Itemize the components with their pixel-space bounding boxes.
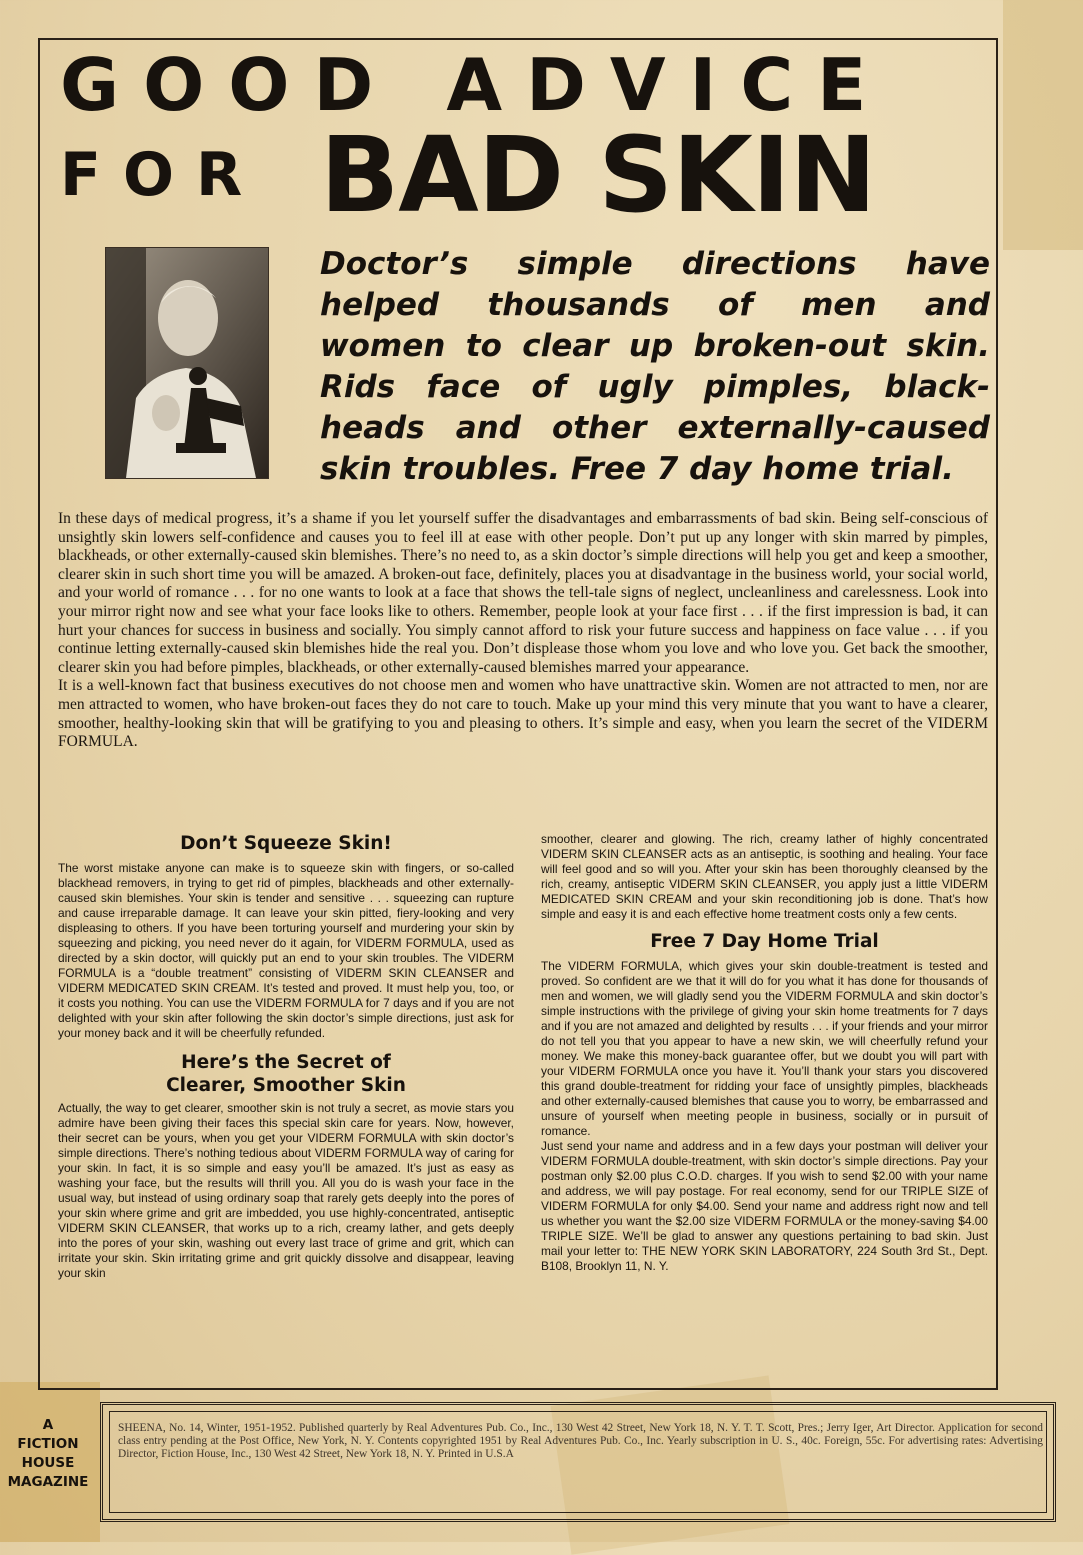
heading-free-trial: Free 7 Day Home Trial bbox=[650, 931, 879, 952]
intro-paragraph-1: In these days of medical progress, it’s a shame if you let yourself suffer the disadvantages and embarrassments of bad skin. Being self-conscious of unsightly skin lowers self-confidence and causes you to feel ill at ease with other people. Don’t put up any longer with skin marred by pimples, blackheads, or other externally-caused skin blemishes. There’s no need to, as a skin doctor’s simple directions will help you get and keep a smoother, clearer skin in such short time you will be amazed. A broken-out face, definitely, places you at disadvantage in the business world, your social world, and your world of romance . . . for no one wants to look at a face that shows the tell-tale signs of neglect, uncleanliness and carelessness. Look into your mirror right now and see what your face looks like to others. Remember, people look at your face first . . . if the first impression is bad, it can hurt your chances for success in business and socially. You simply cannot afford to risk your future success and happiness on face value . . . if you continue letting externally-caused skin blemishes hide the real you. Don’t displease those whom you love and who love you. Get back the smoother, clearer skin you had before pimples, blackheads, or other externally-caused blemishes marred your appearance. bbox=[58, 510, 988, 676]
subhead-line: helped thousands of men and bbox=[320, 287, 990, 323]
heading-dont-squeeze: Don’t Squeeze Skin! bbox=[180, 833, 392, 854]
heading-secret-line1: Here’s the Secret of bbox=[181, 1052, 391, 1073]
heading-secret bbox=[58, 1051, 514, 1097]
badge-line: A bbox=[42, 1417, 54, 1433]
subhead-line: women to clear up broken-out skin. bbox=[320, 328, 990, 364]
left-column bbox=[58, 832, 514, 1281]
right-body-1: smoother, clearer and glowing. The rich, creamy lather of highly concentrated VIDERM SKIN CLEANSER acts as an antiseptic, is soothing and healing. Your face will feel good and so will you. After your skin has been thoroughly cleansed by the rich, creamy, antiseptic VIDERM SKIN CLEANSER, you apply just a little VIDERM MEDICATED SKIN CREAM and your skin reconditioning job is done. That’s how simple and easy it is and each effective home treatment costs only a few cents. bbox=[541, 832, 988, 921]
right-body-2: The VIDERM FORMULA, which gives your skin double-treatment is tested and proved. So confident are we that it will do for you what it has done for thousands of men and women, we will gladly send you the VIDERM FORMULA and skin doctor’s simple instructions with the privilege of giving your skin home treatments for 7 days and if you are not amazed and delighted by results . . . if your friends and your mirror do not tell you that you appear to have a new skin, we will cheerfully refund your money. We make this money-back guarantee offer, but we doubt you will part with your VIDERM FORMULA once you have it. You’ll thank your stars you discovered this grand double-treatment for ridding your face of unsightly pimples, blackheads and other externally-caused blemishes that cause you to worry, be embarrassed and unsure of yourself when meeting people in business, socially or in pursuit of romance. bbox=[541, 959, 988, 1138]
subhead-line: heads and other externally-caused bbox=[320, 410, 990, 446]
right-body-3: Just send your name and address and in a few days your postman will deliver your VIDERM FORMULA double-treatment, with skin doctor’s simple directions. Pay your postman only $2.00 plus C.O.D. charges. If you wish to send $2.00 with your name and address, we will pay postage. For real economy, send for our TRIPLE SIZE of VIDERM FORMULA for only $4.00. Send your name and address right now and tell us whether you want the $2.00 size VIDERM FORMULA or the money-saving $4.00 TRIPLE SIZE. We’ll be glad to answer any questions pertaining to bad skin. Just mail your letter to: THE NEW YORK SKIN LABORATORY, 224 South 3rd St., Dept. B108, Brooklyn 11, N. Y. bbox=[541, 1139, 988, 1273]
headline-good-advice: GOOD ADVICE bbox=[60, 43, 891, 127]
imprint-box bbox=[100, 1402, 1056, 1522]
headline-bad-skin: BAD SKIN bbox=[320, 114, 876, 236]
fiction-house-badge bbox=[5, 1416, 91, 1492]
badge-line: HOUSE bbox=[21, 1455, 75, 1471]
right-column bbox=[541, 832, 988, 1274]
badge-line: MAGAZINE bbox=[7, 1474, 89, 1490]
headline-for: FOR bbox=[60, 140, 265, 210]
left-body-1: The worst mistake anyone can make is to squeeze skin with fingers, or so-called blackhead removers, in trying to get rid of pimples, blackheads and other externally-caused skin blemishes. Your skin is tender and sensitive . . . squeezing can rupture and cause irreparable damage. It can leave your skin pitted, fiery-looking and very displeasing to others. If you have been torturing yourself and murdering your skin by squeezing and picking, you need never do it again, for VIDERM FORMULA, used as directed by a skin doctor, will quickly put an end to your skin troubles. The VIDERM FORMULA is a “double treatment” consisting of VIDERM SKIN CLEANSER and VIDERM MEDICATED SKIN CREAM. It’s tested and proved. It must help you, too, or it costs you nothing. You can use the VIDERM FORMULA for 7 days and if you are not delighted with your skin after following the skin doctor’s simple directions, just ask for your money back and it will be cheerfully refunded. bbox=[58, 861, 514, 1040]
subhead-line: Doctor’s simple directions have bbox=[320, 246, 990, 282]
subhead-line: skin troubles. Free 7 day home trial. bbox=[320, 451, 954, 487]
intro-body-text bbox=[58, 510, 988, 752]
subhead-line: Rids face of ugly pimples, black- bbox=[320, 369, 990, 405]
heading-secret-line2: Clearer, Smoother Skin bbox=[166, 1075, 406, 1096]
publication-imprint: SHEENA, No. 14, Winter, 1951-1952. Published quarterly by Real Adventures Pub. Co., Inc., 130 West 42 Street, New York 18, N. Y. T. T. Scott, Pres.; Jerry Iger, Art Director. Application for second class entry pending at the Post Office, New York, N. Y. Contents copyrighted 1951 by Real Adventures Pub. Co., Inc. Yearly subscription in U. S., 40c. Foreign, 55c. For advertising rates: Advertising Director, Fiction House, Inc., 130 West 42 Street, New York 18, N. Y. Printed in U.S.A bbox=[118, 1422, 1043, 1460]
badge-line: FICTION bbox=[17, 1436, 79, 1452]
tape-stain-top-right bbox=[1003, 0, 1083, 250]
doctor-with-microscope-photo bbox=[105, 247, 269, 479]
intro-paragraph-2: It is a well-known fact that business executives do not choose men and women who have unattractive skin. Women are not attracted to men, nor are men attracted to women, who have broken-out faces they do not care to touch. Make up your mind this very minute that you want to have a clearer, smoother, healthy-looking skin that will be gratifying to you and pleasing to others. It’s simple and easy, when you learn the secret of the VIDERM FORMULA. bbox=[58, 677, 988, 751]
subheadline bbox=[320, 244, 990, 490]
left-body-2: Actually, the way to get clearer, smoother skin is not truly a secret, as movie stars you admire have been giving their faces this special skin care for years. Now, however, their secret can be yours, when you get your VIDERM FORMULA with skin doctor’s simple directions. There’s nothing tedious about VIDERM FORMULA way of caring for your skin. In fact, it is so simple and easy you’ll be amazed. It’s just as easy as washing your face, but the results will thrill you. All you do is wash your face in the usual way, but instead of using ordinary soap that rarely gets deeply into the pores of your skin where grime and grit are imbedded, you use highly-concentrated, antiseptic VIDERM SKIN CLEANSER, that works up to a rich, creamy lather, and gets deeply into the pores of your skin, washing out every last trace of grime and grit, which can irritate your skin. Skin irritating grime and grit quickly dissolve and disappear, leaving your skin bbox=[58, 1101, 514, 1280]
